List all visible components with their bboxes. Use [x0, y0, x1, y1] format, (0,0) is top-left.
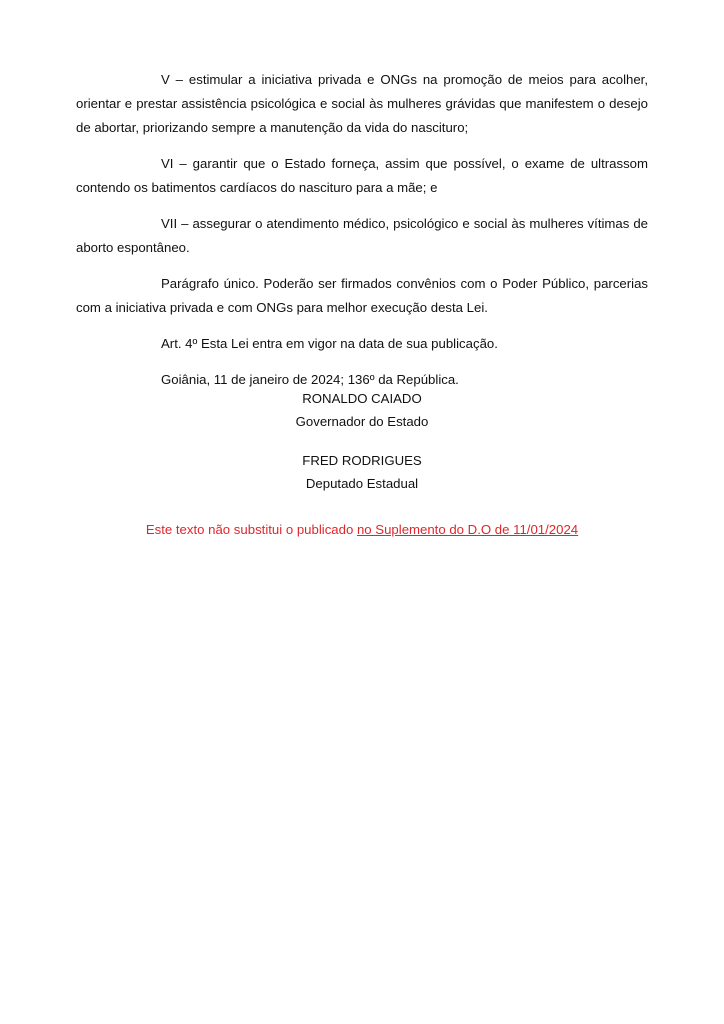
- document-body: [76, 68, 648, 404]
- signature-name: RONALDO CAIADO: [302, 391, 422, 406]
- article-4: Art. 4º Esta Lei entra em vigor na data de sua publicação.: [161, 336, 498, 351]
- signature-title: Deputado Estadual: [305, 476, 419, 491]
- signature-block-deputy: [0, 449, 724, 495]
- date-line: Goiânia, 11 de janeiro de 2024; 136º da República.: [161, 372, 459, 387]
- publication-notice: [0, 518, 724, 542]
- paragraph-item-vii: VII – assegurar o atendimento médico, psicológico e social às mulheres vítimas de aborto espontâneo.: [76, 216, 648, 255]
- signature-name: FRED RODRIGUES: [302, 453, 422, 468]
- paragraph-item-vi: VI – garantir que o Estado forneça, assim que possível, o exame de ultrassom contendo os batimentos cardíacos do nascituro para a mãe; e: [76, 156, 648, 195]
- signature-block-governor: [0, 387, 724, 433]
- paragraph-item-v: V – estimular a iniciativa privada e ONGs na promoção de meios para acolher, orientar e prestar assistência psicológica e social às mulheres grávidas que manifestem o desejo de abortar, priorizando sempre a manutenção da vida do nascituro;: [76, 72, 648, 135]
- supplement-link[interactable]: no Suplemento do D.O de 11/01/2024: [356, 522, 579, 537]
- signature-title: Governador do Estado: [295, 414, 429, 429]
- notice-text: Este texto não substitui o publicado: [145, 522, 357, 537]
- paragraph-unico: Parágrafo único. Poderão ser firmados convênios com o Poder Público, parcerias com a iniciativa privada e com ONGs para melhor execução desta Lei.: [76, 276, 648, 315]
